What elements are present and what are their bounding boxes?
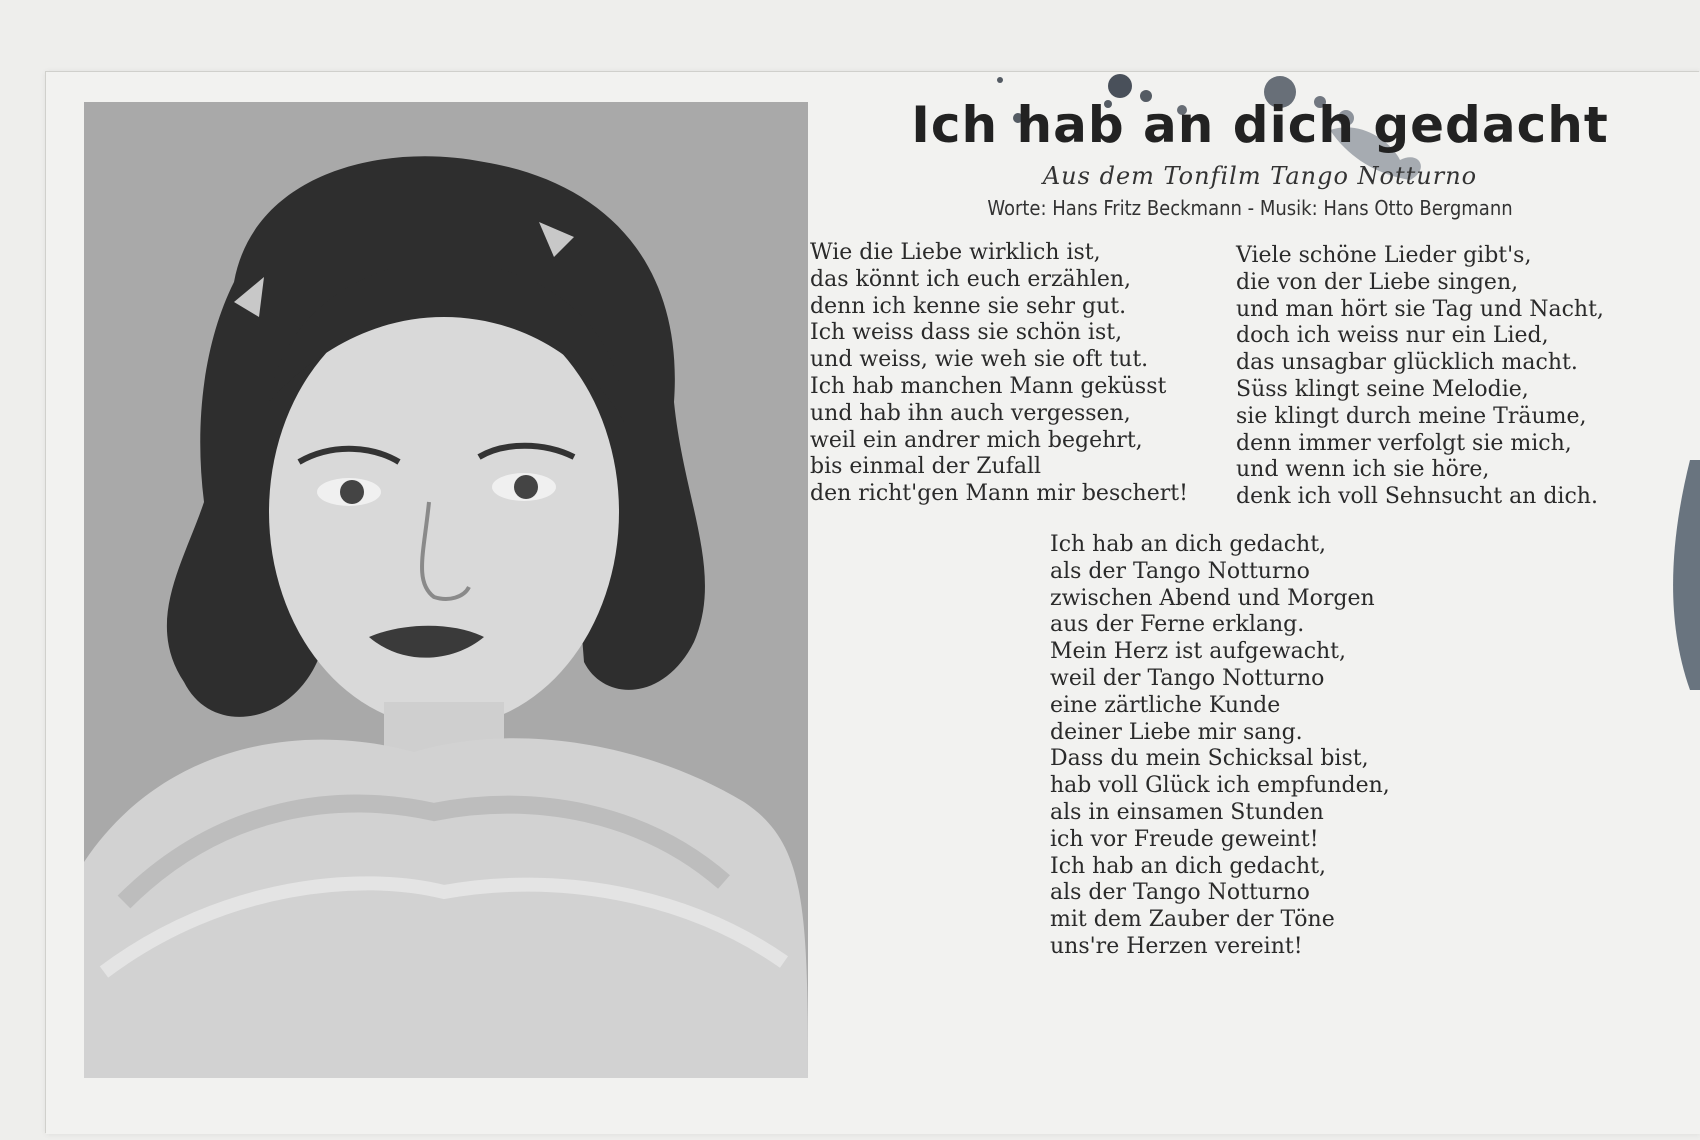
lyric-line: Ich hab an dich gedacht, xyxy=(1050,853,1327,879)
lyric-line: uns're Herzen vereint! xyxy=(1050,933,1303,959)
lyric-line: Mein Herz ist aufgewacht, xyxy=(1050,639,1347,665)
lyric-line: denk ich voll Sehnsucht an dich. xyxy=(1236,484,1598,510)
lyric-line: als der Tango Notturno xyxy=(1050,880,1310,906)
lyric-line: bis einmal der Zufall xyxy=(810,454,1042,480)
lyric-line: zwischen Abend und Morgen xyxy=(1050,585,1375,611)
lyric-line: Süss klingt seine Melodie, xyxy=(1236,376,1529,402)
lyric-line: die von der Liebe singen, xyxy=(1236,269,1519,295)
refrain xyxy=(1050,532,1390,961)
lyric-line: sie klingt durch meine Träume, xyxy=(1236,403,1587,429)
lyric-line: weil ein andrer mich begehrt, xyxy=(810,427,1143,453)
lyric-line: denn immer verfolgt sie mich, xyxy=(1236,430,1572,456)
lyric-line: und man hört sie Tag und Nacht, xyxy=(1236,296,1604,322)
lyric-line: und wenn ich sie höre, xyxy=(1236,457,1490,483)
lyric-line: Ich hab manchen Mann geküsst xyxy=(810,373,1167,399)
lyric-line: eine zärtliche Kunde xyxy=(1050,692,1281,718)
lyric-line: Dass du mein Schicksal bist, xyxy=(1050,746,1369,772)
lyric-line: hab voll Glück ich empfunden, xyxy=(1050,773,1390,799)
lyric-line: Ich weiss dass sie schön ist, xyxy=(810,320,1123,346)
lyric-line: doch ich weiss nur ein Lied, xyxy=(1236,323,1549,349)
lyric-line: und hab ihn auch vergessen, xyxy=(810,400,1131,426)
verse-2 xyxy=(1236,243,1604,511)
lyric-line: deiner Liebe mir sang. xyxy=(1050,719,1303,745)
song-credits: Worte: Hans Fritz Beckmann - Musik: Hans Otto Bergmann xyxy=(987,196,1513,220)
lyric-line: weil der Tango Notturno xyxy=(1050,665,1325,691)
lyric-line: aus der Ferne erklang. xyxy=(1050,612,1305,638)
lyric-line: den richt'gen Mann mir beschert! xyxy=(810,481,1188,507)
lyric-line: das unsagbar glücklich macht. xyxy=(1236,350,1578,376)
lyric-line: Viele schöne Lieder gibt's, xyxy=(1236,243,1532,268)
lyric-line: das könnt ich euch erzählen, xyxy=(810,266,1132,292)
lyric-line: ich vor Freude geweint! xyxy=(1050,826,1319,852)
lyric-line: als der Tango Notturno xyxy=(1050,558,1310,584)
song-title: Ich hab an dich gedacht xyxy=(911,96,1609,154)
lyric-line: und weiss, wie weh sie oft tut. xyxy=(810,347,1149,373)
lyric-line: mit dem Zauber der Töne xyxy=(1050,907,1335,933)
lyric-line: denn ich kenne sie sehr gut. xyxy=(810,293,1127,319)
lyric-line: Ich hab an dich gedacht, xyxy=(1050,532,1327,557)
song-subtitle: Aus dem Tonfilm Tango Notturno xyxy=(1042,162,1478,190)
lyric-line: Wie die Liebe wirklich ist, xyxy=(810,240,1101,265)
lyric-line: als in einsamen Stunden xyxy=(1050,799,1324,825)
verse-1 xyxy=(810,240,1188,508)
